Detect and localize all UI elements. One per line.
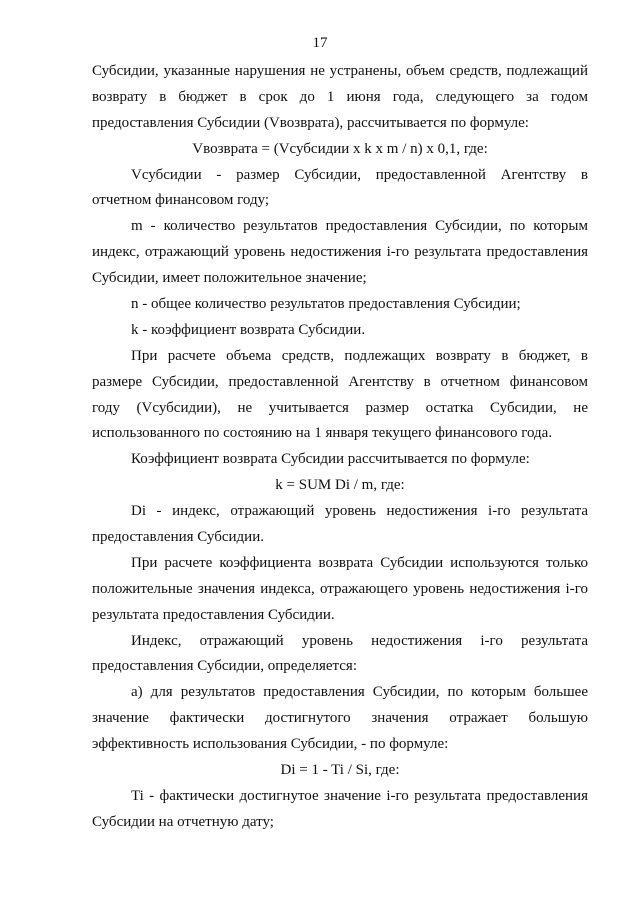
text-line: положительные значения индекса, отражающего уровень недостижения i-го bbox=[92, 580, 588, 597]
text-line: При расчете коэффициента возврата Субсидии используются только bbox=[131, 554, 588, 571]
text-line: Vсубсидии - размер Субсидии, предоставленной Агентству в bbox=[131, 166, 588, 183]
text-line: результата предоставления Субсидии. bbox=[92, 606, 335, 623]
text-line: Коэффициент возврата Субсидии рассчитывается по формуле: bbox=[131, 451, 530, 468]
page-number: 17 bbox=[312, 35, 328, 51]
text-line: году (Vсубсидии), не учитывается размер остатка Субсидии, не bbox=[92, 399, 588, 416]
text-line: m - количество результатов предоставления Субсидии, по которым bbox=[131, 218, 588, 235]
text-line: предоставления Субсидии, определяется: bbox=[92, 658, 357, 675]
text-line: Ti - фактически достигнутое значение i-го результата предоставления bbox=[131, 787, 588, 804]
text-line: Индекс, отражающий уровень недостижения i-го результата bbox=[131, 632, 588, 649]
text-line: использованного по состоянию на 1 января текущего финансового года. bbox=[92, 425, 553, 442]
text-line: Vвозврата = (Vсубсидии x k x m / n) x 0,1, где: bbox=[192, 140, 488, 157]
text-line: предоставления Субсидии. bbox=[92, 529, 264, 546]
text-line: значение фактически достигнутого значения отражает большую bbox=[92, 710, 588, 727]
text-line: n - общее количество результатов предоставления Субсидии; bbox=[131, 296, 521, 313]
text-line: Di - индекс, отражающий уровень недостижения i-го результата bbox=[131, 503, 588, 520]
text-line: Субсидии, указанные нарушения не устранены, объем средств, подлежащий bbox=[92, 63, 588, 79]
text-line: При расчете объема средств, подлежащих возврату в бюджет, в bbox=[131, 347, 588, 364]
text-line: k = SUM Di / m, где: bbox=[275, 477, 405, 494]
text-line: а) для результатов предоставления Субсидии, по которым большее bbox=[131, 684, 588, 701]
text-line: размере Субсидии, предоставленной Агентству в отчетном финансовом bbox=[92, 373, 588, 390]
text-line: k - коэффициент возврата Субсидии. bbox=[131, 321, 366, 338]
text-line: возврату в бюджет в срок до 1 июня года, следующего за годом bbox=[92, 88, 588, 105]
text-line: Di = 1 - Ti / Si, где: bbox=[280, 762, 400, 779]
document-body bbox=[92, 59, 588, 836]
text-line: Субсидии, имеет положительное значение; bbox=[92, 270, 367, 287]
text-line: отчетном финансовом году; bbox=[92, 192, 270, 209]
text-line: индекс, отражающий уровень недостижения i-го результата предоставления bbox=[92, 244, 588, 261]
text-line: эффективность использования Субсидии, - по формуле: bbox=[92, 736, 449, 753]
text-line: предоставления Субсидии (Vвозврата), рассчитывается по формуле: bbox=[92, 114, 529, 131]
text-line: Субсидии на отчетную дату; bbox=[92, 813, 274, 830]
